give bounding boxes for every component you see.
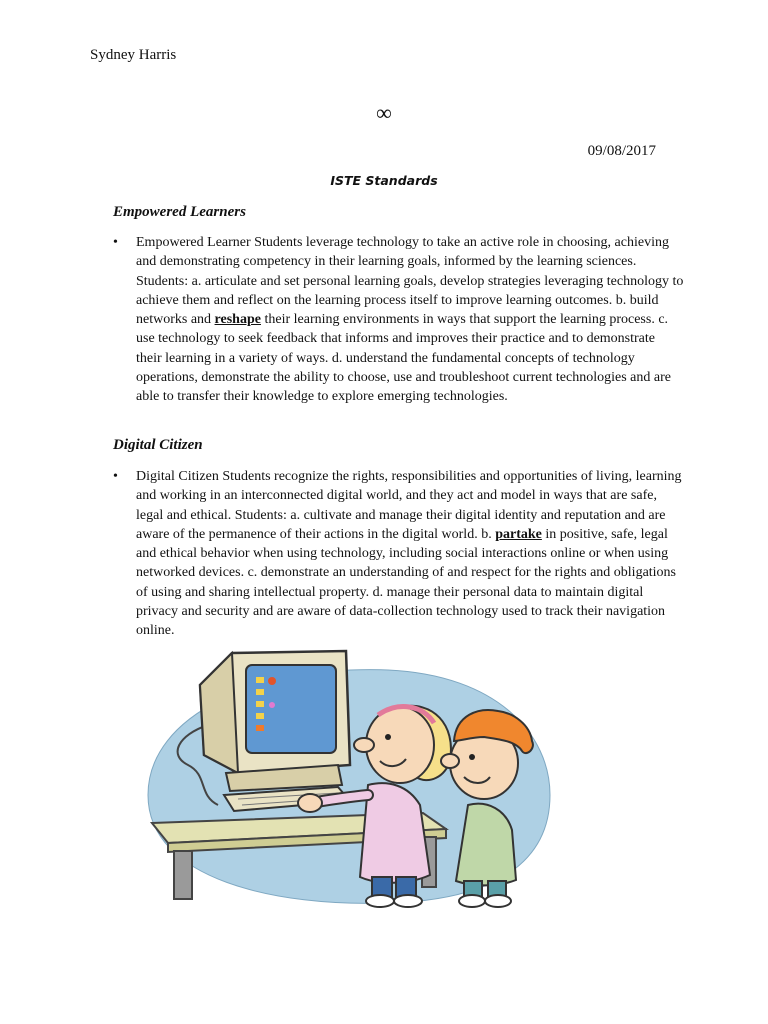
kids-computer-clipart (138, 645, 558, 915)
section-paragraph-empowered-learners (136, 233, 684, 407)
infinity-symbol: ∞ (376, 100, 392, 125)
keyword-reshape: reshape (214, 312, 261, 328)
paragraph-text: in positive, safe, legal and ethical behavior when using technology, including social interactions online or when using networked devices. c. demonstrate an understanding of and respect for the rights and obligations of using and sharing intellectual property. d. manage their personal data to maintain digital privacy and security and are aware of data-collection technology used to track their navigation online. (136, 526, 677, 639)
bullet-icon: • (113, 469, 118, 484)
author-name: Sydney Harris (90, 47, 177, 63)
keyword-partake: partake (495, 526, 542, 542)
document-date: 09/08/2017 (587, 143, 656, 159)
paragraph-text: their learning environments in ways that support the learning process. c. use technology to seek feedback that informs and improves their practice and to demonstrate their learning in a variety of ways. d. understand the fundamental concepts of technology operations, demonstrate the ability to choose, use and troubleshoot current technologies and are able to transfer their knowledge to explore emerging technologies. (136, 312, 671, 405)
section-heading-empowered-learners: Empowered Learners (113, 204, 246, 220)
section-paragraph-digital-citizen (136, 467, 684, 641)
paragraph-text: Digital Citizen Students recognize the rights, responsibilities and opportunities of living, learning and working in an interconnected digital world, and they act and model in ways that are safe, legal and ethical. Students: a. cultivate and manage their digital identity and reputation and are aware of the permanence of their actions in the digital world. b. (136, 469, 682, 542)
bullet-icon: • (113, 235, 118, 250)
paragraph-text: Empowered Learner Students leverage technology to take an active role in choosing, achieving and demonstrating competency in their learning goals, informed by the learning sciences. Students: a. articulate and set personal learning goals, develop strategies leveraging technology to achieve them and reflect on the learning process itself to improve learning outcomes. b. build networks and (136, 235, 684, 328)
document-title: ISTE Standards (330, 173, 438, 188)
section-heading-digital-citizen: Digital Citizen (113, 437, 203, 453)
